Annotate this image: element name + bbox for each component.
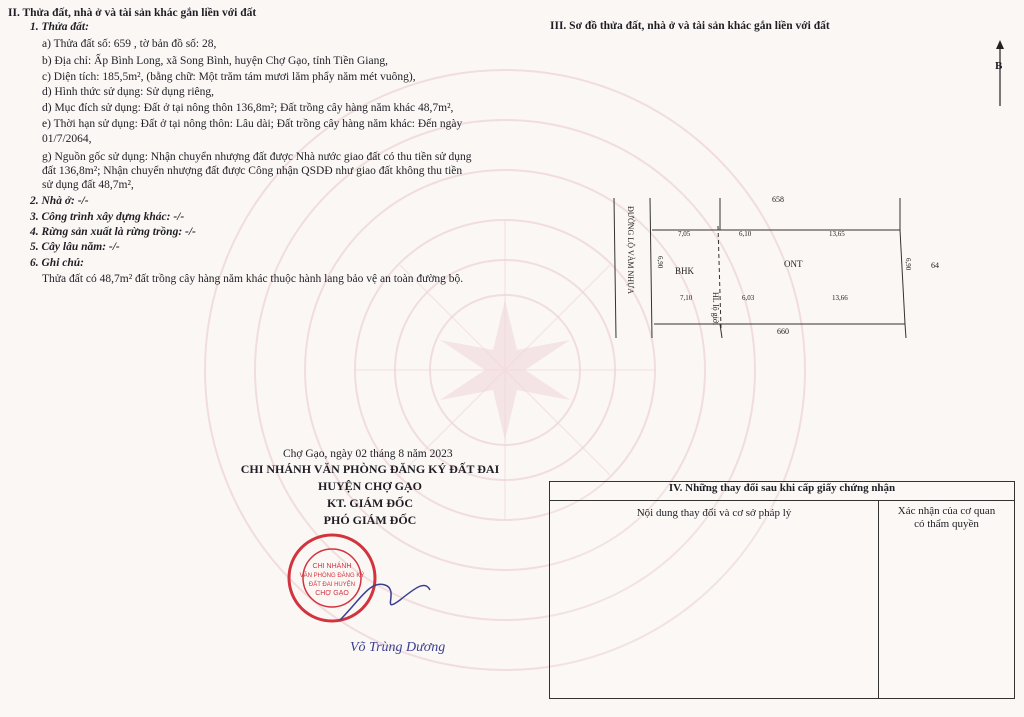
road-label: ĐƯỜNG LỘ VÀM NHỰA (626, 206, 635, 295)
usage-form: d) Hình thức sử dụng: Sử dụng riêng, (42, 86, 215, 98)
svg-text:ĐẤT ĐAI HUYỆN: ĐẤT ĐAI HUYỆN (308, 582, 356, 588)
place-date: Chợ Gạo, ngày 02 tháng 8 năm 2023 (283, 448, 453, 460)
north-label: B (995, 60, 1003, 72)
parcel-heading: 1. Thửa đất: (30, 21, 89, 33)
confirm-line1: Xác nhận của cơ quan (897, 505, 996, 517)
usage-term-line1: e) Thời hạn sử dụng: Đất ở tại nông thôn: Lâu dài; Đất trồng cây hàng năm khác: Đến ngày (42, 118, 463, 130)
zone-ont: ONT (784, 259, 803, 269)
org-name-line2: HUYỆN CHỢ GẠO (317, 479, 422, 493)
perennial-item: 5. Cây lâu năm: -/- (30, 241, 120, 253)
usage-purpose: d) Mục đích sử dụng: Đất ở tại nông thôn 136,8m²; Đất trồng cây hàng năm khác 48,7m², (42, 102, 454, 114)
north-arrow-icon (990, 40, 1010, 110)
construction-item: 3. Công trình xây dựng khác: -/- (30, 211, 185, 223)
usage-origin-line3: sử dụng đất 48,7m², (42, 179, 134, 191)
neighbor-top: 658 (772, 195, 784, 204)
dim-bottom-3: 13,66 (832, 294, 848, 302)
neighbor-right: 64 (931, 261, 939, 270)
parcel-number: a) Thửa đất số: 659 , tờ bản đồ số: 28, (42, 38, 217, 50)
note-heading: 6. Ghi chú: (30, 257, 84, 269)
svg-text:CHI NHÁNH: CHI NHÁNH (312, 563, 352, 570)
forest-item: 4. Rừng sản xuất là rừng trồng: -/- (30, 226, 196, 238)
confirm-line2: có thẩm quyền (914, 518, 979, 530)
dim-top-3: 13,65 (829, 230, 845, 238)
parcel-sketch (600, 188, 960, 348)
signer-name: Võ Trùng Dương (350, 640, 446, 655)
section-ii-title: II. Thửa đất, nhà ở và tài sản khác gắn liền với đất (8, 7, 257, 19)
changes-title: IV. Những thay đổi sau khi cấp giấy chứng nhận (550, 482, 1015, 501)
dim-left: 6,90 (656, 256, 664, 269)
changes-col-confirm (879, 501, 1015, 699)
usage-origin-line1: g) Nguồn gốc sử dụng: Nhận chuyển nhượng đất được Nhà nước giao đất có thu tiền sử dụng (42, 151, 472, 163)
dim-bottom-2: 6,03 (742, 294, 755, 302)
svg-text:CHỢ GẠO: CHỢ GẠO (315, 590, 349, 597)
changes-col-content: Nội dung thay đổi và cơ sở pháp lý (550, 501, 879, 699)
corridor-label: HL lộ giới (711, 292, 720, 326)
house-item: 2. Nhà ở: -/- (30, 195, 89, 207)
changes-table (549, 481, 1015, 699)
note-text: Thửa đất có 48,7m² đất trồng cây hàng năm khác thuộc hành lang bảo vệ an toàn đường bộ. (42, 273, 464, 285)
role-line1: KT. GIÁM ĐỐC (326, 496, 414, 510)
org-name-line1: CHI NHÁNH VĂN PHÒNG ĐĂNG KÝ ĐẤT ĐAI (240, 462, 500, 476)
neighbor-bottom: 660 (777, 327, 789, 336)
parcel-address: b) Địa chỉ: Ấp Bình Long, xã Song Bình, huyện Chợ Gạo, tỉnh Tiền Giang, (42, 55, 388, 67)
usage-term-line2: 01/7/2064, (42, 133, 92, 145)
dim-right: 6,90 (904, 258, 912, 271)
section-iii-title: III. Sơ đồ thửa đất, nhà ở và tài sản khác gắn liền với đất (550, 20, 830, 32)
usage-origin-line2: đất 136,8m²; Nhận chuyển nhượng đất được Công nhận QSDĐ như giao đất không thu tiền (42, 165, 463, 177)
svg-text:VĂN PHÒNG ĐĂNG KÝ: VĂN PHÒNG ĐĂNG KÝ (299, 573, 365, 579)
dim-top-1: 7,05 (678, 230, 691, 238)
zone-bhk: BHK (675, 266, 695, 276)
dim-top-2: 6,10 (739, 230, 752, 238)
dim-bottom-1: 7,10 (680, 294, 693, 302)
signature-scribble (330, 560, 440, 630)
role-line2: PHÓ GIÁM ĐỐC (323, 513, 417, 527)
parcel-area: c) Diện tích: 185,5m², (bằng chữ: Một trăm tám mươi lăm phẩy năm mét vuông), (42, 71, 416, 83)
